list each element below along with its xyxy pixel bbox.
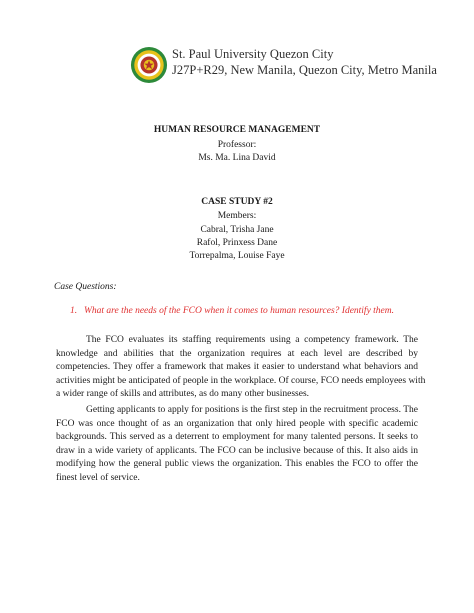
paragraph-line: draw in a wide variety of applicants. The FCO can be inclusive because of this. It also aids in	[56, 445, 418, 456]
paragraph-line: FCO was once thought of as an organization that only hired people with specific academic	[56, 418, 418, 429]
member-name: Cabral, Trisha Jane	[200, 225, 274, 235]
question-number: 1.	[70, 306, 78, 316]
paragraph-line: competencies. They offer a framework that makes it easier to understand what behaviors and	[56, 362, 418, 373]
answer-paragraph	[56, 334, 426, 402]
paragraph-line: The FCO evaluates its staffing requirements using a competency framework. The	[86, 335, 418, 345]
paragraph-line: knowledge and abilities that the organization requires at each level are described by	[56, 348, 418, 359]
members-label: Members:	[217, 211, 257, 221]
paragraph-line: Getting applicants to apply for positions is the first step in the recruitment process. The	[86, 405, 418, 415]
paragraph-line: activities might be anticipated of people in the workplace. Of course, FCO needs employees with	[56, 375, 426, 386]
professor-label: Professor:	[217, 140, 257, 150]
answer-paragraph	[56, 404, 418, 486]
university-seal-icon	[130, 46, 168, 84]
professor-name: Ms. Ma. Lina David	[198, 153, 276, 163]
paragraph-line: a wider range of skills and attributes, as do many other businesses.	[56, 389, 310, 400]
university-address: J27P+R29, New Manila, Quezon City, Metro Manila	[172, 63, 437, 77]
course-title: HUMAN RESOURCE MANAGEMENT	[153, 125, 321, 135]
member-name: Torrepalma, Louise Faye	[189, 251, 285, 261]
case-study-title: CASE STUDY #2	[201, 197, 273, 207]
member-name: Rafol, Prinxess Dane	[196, 238, 278, 248]
paragraph-line: finest level of service.	[56, 472, 140, 483]
paragraph-line: modifying how the general public views the organization. This enables the FCO to offer the	[56, 459, 418, 470]
case-questions-label: Case Questions:	[54, 282, 117, 292]
question-item	[70, 306, 394, 316]
university-name: St. Paul University Quezon City	[172, 47, 334, 61]
question-text: What are the needs of the FCO when it comes to human resources? Identify them.	[84, 306, 395, 316]
paragraph-line: backgrounds. This served as a deterrent to employment for many talented persons. It seeks to	[56, 432, 418, 443]
